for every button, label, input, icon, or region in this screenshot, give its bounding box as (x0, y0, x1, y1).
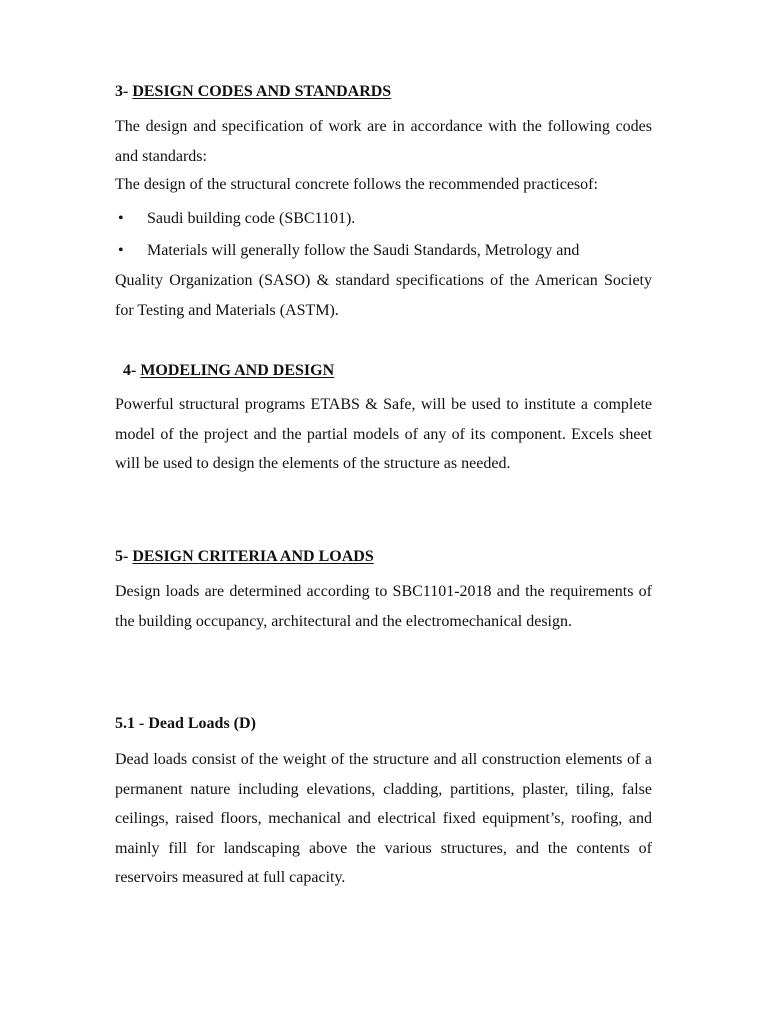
section-4-title: MODELING AND DESIGN (140, 362, 335, 379)
section-5-1-heading (115, 715, 256, 733)
section-3-title: DESIGN CODES AND STANDARDS (132, 83, 392, 100)
bullet-2-continuation: Quality Organization (SASO) & standard specifications of the American Society for Testing and Materials (ASTM). (115, 272, 652, 319)
section-5-number: 5- (115, 548, 133, 565)
section-4-number: 4- (123, 362, 141, 379)
section-5-title: DESIGN CRITERIA AND LOADS (132, 548, 374, 565)
section-5-heading (115, 548, 374, 566)
section-3-intro-paragraph: The design and specification of work are in accordance with the following codes and standards: (115, 118, 652, 165)
section-3-number: 3- (115, 83, 133, 100)
section-4-heading (123, 362, 334, 380)
section-5-1-paragraph: Dead loads consist of the weight of the structure and all construction elements of a permanent nature including elevations, cladding, partitions, plaster, tiling, false ceilings, raised floors, mechanical and electrical fixed equipment’s, roofing, and mainly fill for landscaping above the various structures, and the contents of reservoirs measured at full capacity. (115, 751, 652, 886)
bullet-2-marker: • (118, 242, 124, 259)
section-5-paragraph: Design loads are determined according to SBC1101-2018 and the requirements of the building occupancy, architectural and the electromechanical design. (115, 583, 652, 630)
bullet-1-marker: • (118, 210, 124, 227)
bullet-1-text: Saudi building code (SBC1101). (147, 210, 356, 227)
section-3-practices-line: The design of the structural concrete follows the recommended practicesof: (115, 176, 598, 193)
bullet-2-first-line: Materials will generally follow the Saudi Standards, Metrology and (147, 242, 580, 259)
section-5-1-title: 5.1 - Dead Loads (D) (115, 715, 256, 732)
section-3-heading (115, 83, 391, 101)
section-4-paragraph: Powerful structural programs ETABS & Safe, will be used to institute a complete model of the project and the partial models of any of its component. Excels sheet will be used to design the elements of the structure as needed. (115, 396, 652, 472)
